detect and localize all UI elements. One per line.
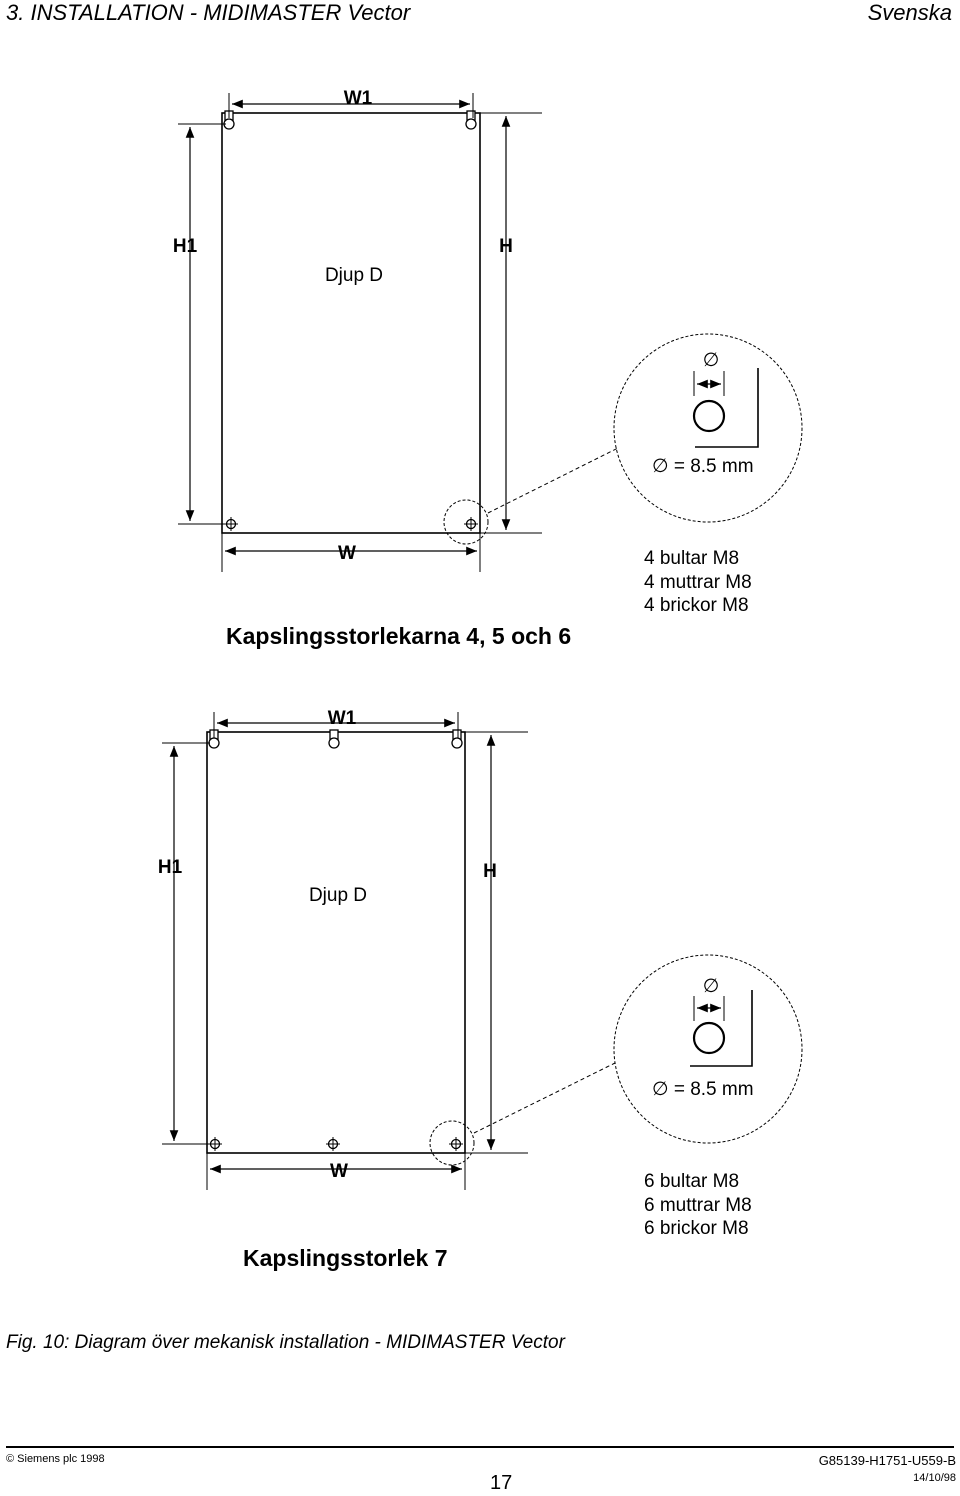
header-section-title: 3. INSTALLATION - MIDIMASTER Vector [6, 0, 411, 25]
h-label: H [499, 236, 513, 257]
page-number: 17 [490, 1472, 513, 1494]
keyhole-slot-icon [452, 730, 462, 748]
diameter-symbol: ∅ [702, 350, 720, 371]
depth-label: Djup D [324, 265, 384, 286]
detail-highlight-circle [444, 500, 488, 544]
depth-label: Djup D [308, 885, 368, 906]
enclosure-outline [222, 113, 480, 533]
keyhole-slot-icon [466, 111, 476, 129]
diagram-title: Kapslingsstorlek 7 [243, 1245, 448, 1271]
footer-copyright: © Siemens plc 1998 [6, 1453, 105, 1465]
hardware-washers: 6 brickor M8 [644, 1218, 749, 1239]
mounting-hole-icon [224, 517, 238, 531]
hardware-washers: 4 brickor M8 [644, 595, 749, 616]
mounting-hole-icon [326, 1137, 340, 1151]
hardware-nuts: 6 muttrar M8 [644, 1195, 752, 1216]
bolt-hole-icon [694, 1023, 724, 1053]
detail-leader-line [474, 1063, 615, 1133]
keyhole-slot-icon [329, 730, 339, 748]
w1-label: W1 [343, 88, 373, 109]
enclosure-corner [695, 368, 758, 447]
diameter-spec: ∅ = 8.5 mm [652, 456, 754, 477]
h1-label: H1 [172, 236, 198, 257]
mounting-hole-icon [464, 517, 478, 531]
footer-date: 14/10/98 [913, 1472, 956, 1484]
figure-caption: Fig. 10: Diagram över mekanisk installation - MIDIMASTER Vector [6, 1332, 565, 1353]
footer-divider [6, 1446, 954, 1448]
enclosure-outline [207, 732, 465, 1153]
mounting-hole-icon [449, 1137, 463, 1151]
detail-leader-line [488, 448, 618, 513]
w-label: W [330, 1161, 348, 1182]
diagram-enclosure-4-5-6 [173, 88, 802, 649]
mounting-hole-icon [208, 1137, 222, 1151]
bolt-hole-icon [694, 401, 724, 431]
diagram-enclosure-7 [158, 708, 802, 1271]
hardware-nuts: 4 muttrar M8 [644, 572, 752, 593]
footer-doc-number: G85139-H1751-U559-B [818, 1453, 956, 1468]
diagram-title: Kapslingsstorlekarna 4, 5 och 6 [226, 623, 572, 649]
h-label: H [483, 861, 497, 882]
w1-label: W1 [327, 708, 357, 729]
diameter-symbol: ∅ [702, 976, 720, 997]
header-language: Svenska [867, 0, 952, 25]
h1-label: H1 [157, 857, 183, 878]
hardware-bolts: 6 bultar M8 [644, 1171, 740, 1192]
hardware-bolts: 4 bultar M8 [644, 548, 740, 569]
diameter-spec: ∅ = 8.5 mm [652, 1079, 754, 1100]
w-label: W [338, 543, 356, 564]
